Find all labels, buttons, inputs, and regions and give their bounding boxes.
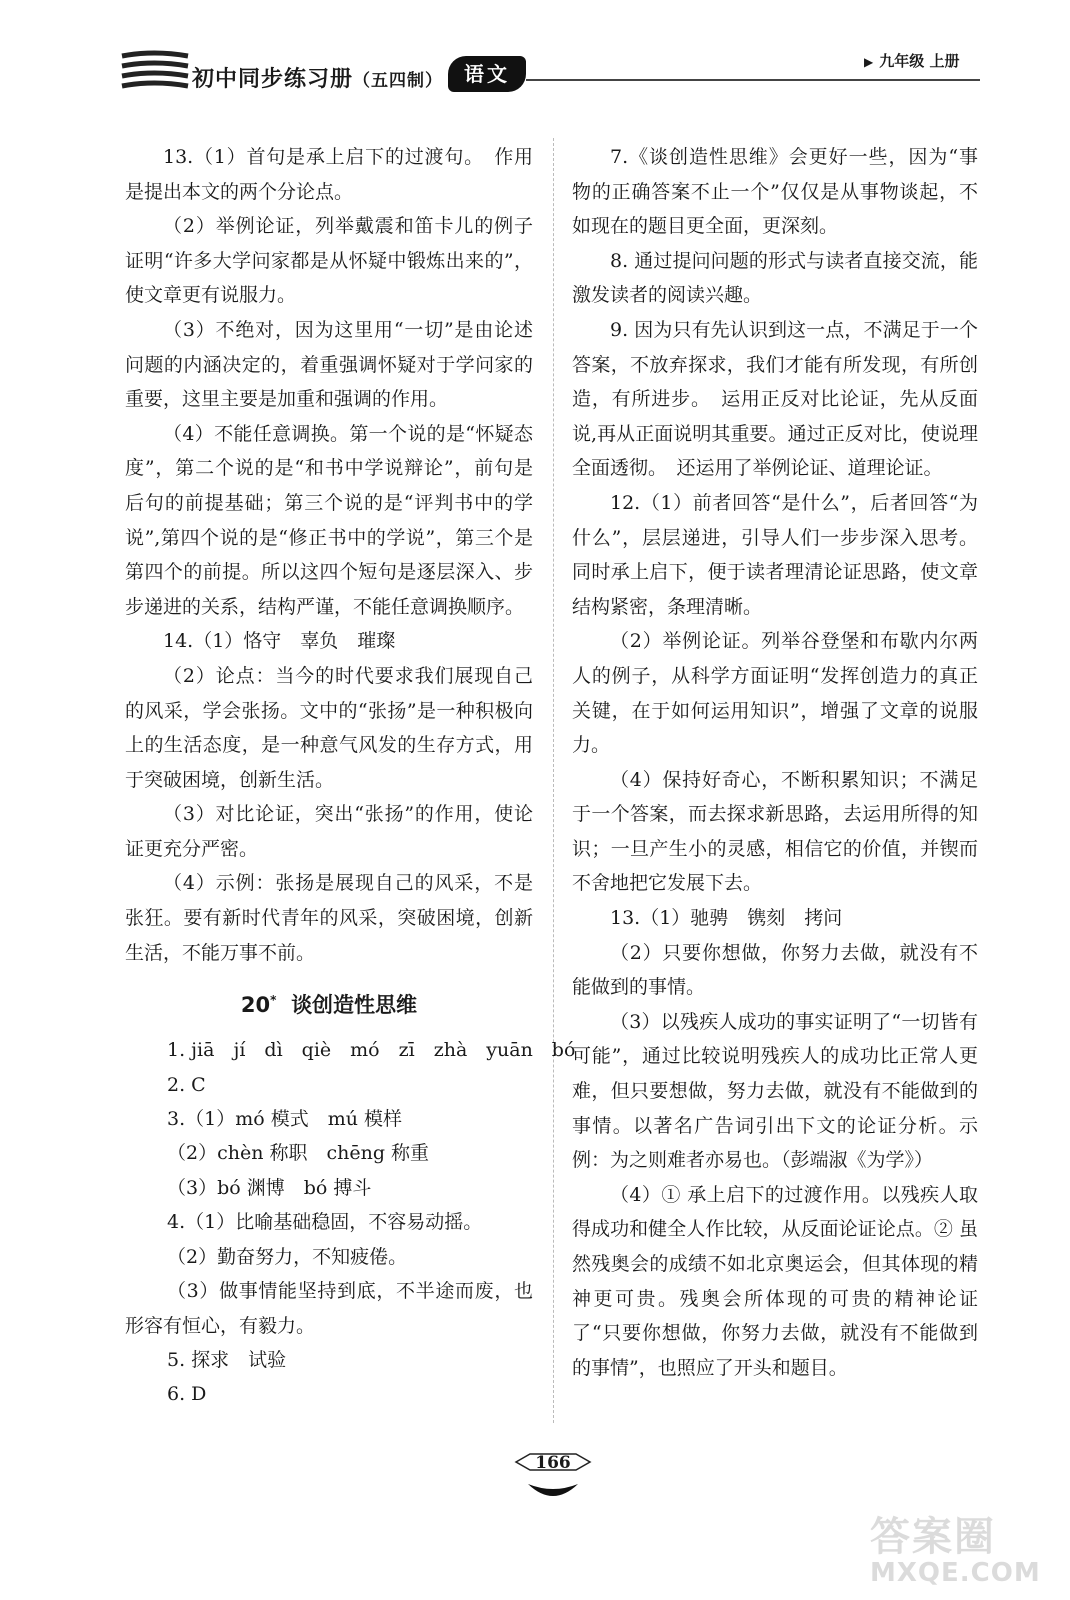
answer-paragraph: 7.《谈创造性思维》会更好一些，因为“事物的正确答案不止一个”仅仅是从事物谈起，不如现在的题目更全面，更深刻。 bbox=[572, 146, 978, 238]
answer-paragraph: （2）举例论证，列举戴震和笛卡儿的例子证明“许多大学问家都是从怀疑中锻炼出来的”，使文章更有说服力。 bbox=[125, 215, 533, 307]
answer-paragraph: （3）以残疾人成功的事实证明了“一切皆有可能”，通过比较说明残疾人的成功比正常人更难，但只要想做，努力去做，就没有不能做到的事情。以著名广告词引出下文的论证分析。示例：为之则难者亦易也。（彭端淑《为学》） bbox=[572, 1010, 978, 1172]
book-title bbox=[192, 62, 443, 93]
answer-paragraph: （2）举例论证。列举谷登堡和布歇内尔两人的例子，从科学方面证明“发挥创造力的真正关键，在于如何运用知识”，增强了文章的说服力。 bbox=[572, 630, 978, 757]
book-title-main: 初中同步练习册 bbox=[192, 67, 354, 92]
section-title bbox=[125, 980, 533, 1025]
answer-paragraph: （4）示例：张扬是展现自己的风采，不是张狂。要有新时代青年的风采，突破困境，创新生活，不能万事不前。 bbox=[125, 872, 533, 964]
subject-badge: 语文 bbox=[448, 56, 526, 92]
left-column bbox=[125, 140, 576, 1412]
right-answers bbox=[572, 140, 978, 1385]
answer-paragraph: （2）论点：当今的时代要求我们展现自己的风采，学会张扬。文中的“张扬”是一种积极向上的生活态度，是一种意气风发的生存方式，用于突破困境，创新生活。 bbox=[125, 664, 533, 791]
triangle-right-icon: ▶ bbox=[864, 55, 874, 69]
page-number: 166 bbox=[535, 1453, 571, 1473]
watermark-line1: 答案圈 bbox=[870, 1514, 996, 1560]
answer-item: （2）勤奋努力，不知疲倦。 bbox=[167, 1245, 408, 1268]
column-divider bbox=[553, 138, 554, 1423]
answer-paragraph: （3）不绝对，因为这里用“一切”是由论述问题的内涵决定的，着重强调怀疑对于学问家的重要，这里主要是加重和强调的作用。 bbox=[125, 318, 533, 411]
header-rule bbox=[526, 79, 980, 81]
grade-label bbox=[864, 50, 959, 71]
answer-item: （3）做事情能坚持到底，不半途而废，也形容有恒心，有毅力。 bbox=[125, 1280, 533, 1337]
watermark-line2: MXQE.COM bbox=[870, 1558, 1041, 1588]
answer-paragraph: （4）① 承上启下的过渡作用。以残疾人取得成功和健全人作比较，从反面论证论点。② 虽然残奥会的成绩不如北京奥运会，但其体现的精神更可贵。残奥会所体现的可贵的精神论证了“只要你想做，你努力去做，就没有不能做到的事情”，也照应了开头和题目。 bbox=[572, 1183, 978, 1379]
answer-item: 3.（1）mó 模式 mú 模样 bbox=[167, 1108, 403, 1131]
answer-item: 6. D bbox=[167, 1383, 207, 1406]
answer-item: （3）bó 渊博 bó 搏斗 bbox=[167, 1176, 372, 1199]
page-number-badge bbox=[508, 1450, 598, 1510]
answer-paragraph: 9. 因为只有先认识到这一点，不满足于一个答案，不放弃探求，我们才能有所发现，有所创造，有所进步。 运用正反对比论证，先从反面说,再从正面说明其重要。通过正反对比，使说理全面透彻。 还运用了举例论证、道理论证。 bbox=[572, 318, 978, 480]
answer-item: 1. jiā jí dì qiè mó zī zhà yuān bó bbox=[167, 1039, 576, 1062]
answer-paragraph: （3）对比论证，突出“张扬”的作用，使论证更充分严密。 bbox=[125, 803, 533, 860]
answer-paragraph: 14.（1）恪守 辜负 璀璨 bbox=[163, 630, 396, 653]
answer-paragraph: 8. 通过提问问题的形式与读者直接交流，能激发读者的阅读兴趣。 bbox=[572, 249, 978, 307]
grade-text: 九年级 上册 bbox=[879, 52, 960, 70]
right-column bbox=[572, 140, 978, 1385]
section-answers bbox=[125, 1033, 576, 1411]
book-stripes-icon bbox=[118, 50, 190, 96]
answer-item: 2. C bbox=[167, 1073, 206, 1096]
section-mark: * bbox=[270, 993, 277, 1008]
book-title-paren: （五四制） bbox=[353, 71, 444, 91]
answer-paragraph: 12.（1）前者回答“是什么”，后者回答“为什么”，层层递进，引导人们一步步深入思考。同时承上启下，便于读者理清论证思路，使文章结构紧密，条理清晰。 bbox=[572, 491, 978, 618]
section-number: 20 bbox=[240, 993, 271, 1018]
page-header bbox=[0, 0, 1070, 110]
answer-paragraph: （2）只要你想做，你努力去做，就没有不能做到的事情。 bbox=[572, 941, 978, 999]
answer-paragraph: （4）保持好奇心，不断积累知识；不满足于一个答案，而去探求新思路，去运用所得的知识；一旦产生小的灵感，相信它的价值，并锲而不舍地把它发展下去。 bbox=[572, 768, 978, 895]
answer-item: 4.（1）比喻基础稳固，不容易动摇。 bbox=[167, 1211, 483, 1234]
answer-item: 5. 探求 试验 bbox=[167, 1348, 287, 1371]
section-name: 谈创造性思维 bbox=[291, 993, 418, 1018]
answer-paragraph: （4）不能任意调换。第一个说的是“怀疑态度”，第二个说的是“和书中学说辩论”，前句是后句的前提基础；第三个说的是“评判书中的学说”,第四个说的是“修正书中的学说”，第三个是第四个的前提。所以这四个短句是逐层深入、步步递进的关系，结构严谨，不能任意调换顺序。 bbox=[125, 422, 533, 618]
answer-paragraph: 13.（1）驰骋 镌刻 拷问 bbox=[610, 907, 843, 930]
left-answers bbox=[125, 140, 533, 970]
answer-paragraph: 13.（1）首句是承上启下的过渡句。 作用是提出本文的两个分论点。 bbox=[125, 146, 533, 203]
watermark-logo bbox=[870, 1505, 1060, 1595]
answer-item: （2）chèn 称职 chēng 称重 bbox=[167, 1142, 430, 1165]
